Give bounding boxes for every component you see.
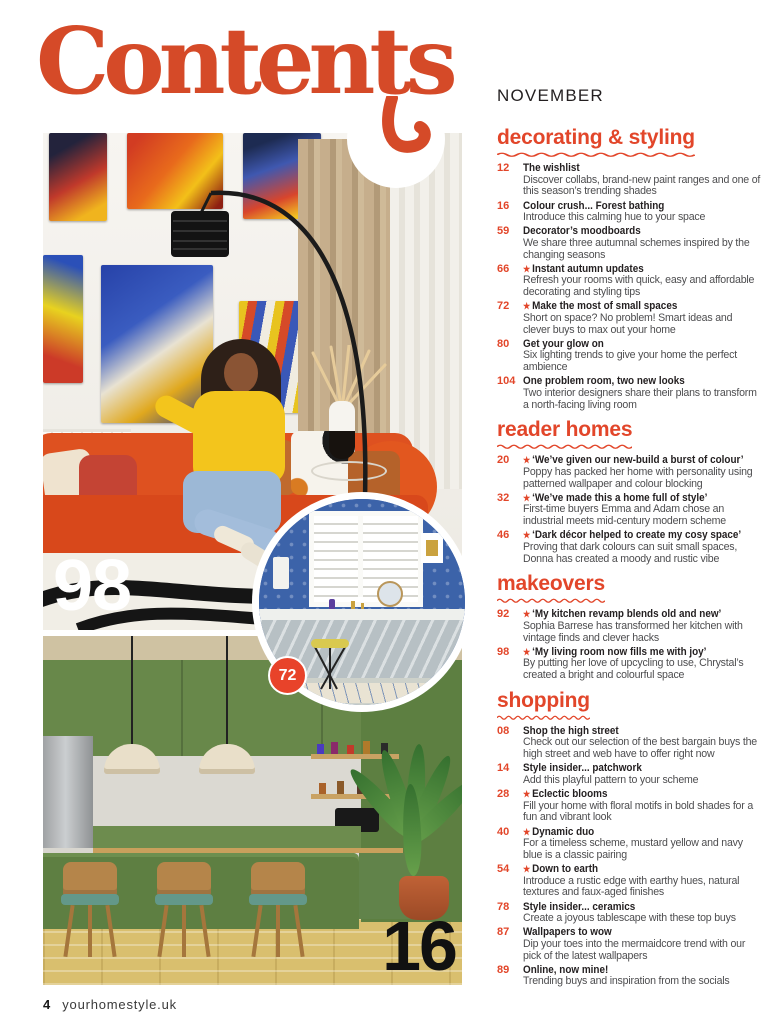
star-icon: ★ (523, 826, 531, 837)
item-title-text: Down to earth (532, 863, 599, 876)
toc-item (497, 788, 761, 824)
star-icon: ★ (523, 864, 531, 875)
item-title (523, 225, 737, 238)
title-swash (380, 96, 436, 168)
item-title (523, 162, 737, 175)
toc-item (497, 492, 761, 528)
item-title (523, 863, 737, 876)
item-page-number: 20 (497, 454, 510, 467)
bath-rim (259, 609, 465, 620)
item-page-number: 72 (497, 300, 510, 313)
toc-item (497, 964, 761, 988)
item-title (523, 200, 737, 213)
vanity-mirror (377, 581, 403, 607)
item-description: By putting her love of upcycling to use, Chrystal’s created a bright and colourful space (523, 657, 744, 682)
toc-item (497, 454, 761, 490)
item-title (523, 529, 742, 542)
item-page-number: 28 (497, 788, 510, 801)
item-body (523, 608, 761, 644)
item-body (523, 863, 761, 899)
item-page-number: 54 (497, 863, 510, 876)
item-page-number: 92 (497, 608, 510, 621)
item-title-text: Eclectic blooms (532, 788, 608, 801)
wavy-underline (497, 714, 590, 720)
stool-leg (88, 905, 92, 957)
bar-stool (61, 862, 119, 972)
section-title: reader homes (497, 418, 633, 442)
item-body (523, 492, 761, 528)
item-body (523, 300, 761, 336)
item-page-number: 98 (497, 645, 510, 658)
toc-item (497, 608, 761, 644)
item-title (523, 762, 737, 775)
item-page-number: 87 (497, 926, 510, 939)
wavy-underline (497, 597, 605, 603)
item-description: Sophia Barrese has transformed her kitchen with vintage finds and clever hacks (523, 619, 743, 644)
item-body (523, 200, 761, 224)
stool-back (251, 862, 305, 896)
item-title (523, 646, 737, 659)
issue-label: NOVEMBER (497, 86, 604, 105)
section-items (497, 725, 761, 988)
item-body (523, 162, 761, 198)
page-badge-72-label: 72 (278, 666, 297, 684)
wall-art-print (426, 540, 438, 556)
toc-item (497, 200, 761, 224)
item-title-text: Style insider... patchwork (523, 762, 642, 775)
item-description: Create a joyous tablescape with these top buys (523, 912, 736, 925)
item-body (523, 826, 761, 862)
stool-leg (63, 905, 74, 957)
item-description: Six lighting trends to give your home the perfect ambience (523, 349, 737, 374)
potted-plant (363, 744, 462, 928)
item-description: Introduce this calming hue to your space (523, 211, 706, 224)
toc-item (497, 901, 761, 925)
item-page-number: 89 (497, 963, 510, 976)
backsplash (93, 826, 361, 850)
towel (273, 557, 289, 589)
stool-leg (199, 905, 210, 957)
fridge (43, 736, 93, 848)
section-header (497, 126, 695, 157)
item-title (523, 826, 737, 839)
toc-sections (497, 126, 761, 990)
star-icon: ★ (523, 646, 531, 657)
item-title-text: ‘We’ve given our new-build a burst of colour’ (532, 454, 744, 467)
item-page-number: 14 (497, 762, 510, 775)
toc-item (497, 225, 761, 261)
item-title-text: Online, now mine! (523, 963, 609, 976)
item-page-number: 59 (497, 225, 510, 238)
item-page-number: 104 (497, 375, 516, 388)
section-header (497, 572, 605, 603)
page-badge-72 (268, 656, 307, 695)
item-body (523, 375, 761, 411)
star-icon: ★ (523, 609, 531, 620)
item-title (523, 454, 744, 467)
jar (319, 783, 326, 794)
section-items (497, 162, 761, 411)
item-title-text: Shop the high street (523, 724, 619, 737)
star-icon: ★ (523, 789, 531, 800)
item-title-text: Wallpapers to wow (523, 926, 612, 939)
toc-item (497, 338, 761, 374)
stool-leg (157, 905, 168, 957)
pendant-cord (131, 636, 133, 746)
toc-item (497, 646, 761, 682)
stool-seat (61, 894, 119, 905)
section-items (497, 608, 761, 682)
item-title (523, 338, 737, 351)
stool-seat (155, 894, 213, 905)
item-title-text: Instant autumn updates (532, 262, 644, 275)
toc-item (497, 926, 761, 962)
item-body (523, 225, 761, 261)
item-body (523, 725, 761, 761)
item-title-text: Colour crush... Forest bathing (523, 199, 665, 212)
toc-item (497, 826, 761, 862)
toc-item (497, 375, 761, 411)
item-title (523, 492, 737, 505)
item-description: Trending buys and inspiration from the socials (523, 975, 730, 988)
item-title-text: Decorator’s moodboards (523, 225, 641, 238)
star-icon: ★ (523, 530, 531, 541)
item-title-text: One problem room, two new looks (523, 375, 685, 388)
item-title (523, 788, 737, 801)
item-page-number: 16 (497, 199, 510, 212)
section-items (497, 454, 761, 565)
item-body (523, 263, 761, 299)
item-title-text: Make the most of small spaces (532, 300, 678, 313)
item-title-text: Dynamic duo (532, 825, 595, 838)
toc-item (497, 863, 761, 899)
item-title (523, 725, 737, 738)
footer (43, 997, 177, 1012)
item-description: Poppy has packed her home with personality using patterned wallpaper and colour blocking (523, 465, 753, 490)
item-body (523, 926, 761, 962)
bar-stool (155, 862, 213, 972)
footer-page-number: 4 (43, 997, 51, 1012)
item-description: For a timeless scheme, mustard yellow and navy blue is a classic pairing (523, 837, 743, 861)
bar-stool (249, 862, 307, 972)
item-page-number: 66 (497, 262, 510, 275)
section-header (497, 689, 590, 720)
jar (331, 742, 338, 754)
stool-leg (293, 905, 304, 957)
section-title: makeovers (497, 572, 605, 596)
item-title (523, 263, 737, 276)
stool-back (157, 862, 211, 896)
section-title: shopping (497, 688, 590, 712)
item-title-text: ‘My kitchen revamp blends old and new’ (532, 608, 722, 621)
star-icon: ★ (523, 263, 531, 274)
toc-item (497, 725, 761, 761)
item-page-number: 80 (497, 337, 510, 350)
stool-leg (276, 905, 280, 957)
item-description: Dip your toes into the mermaidcore trend with our pick of the latest wallpapers (523, 937, 746, 962)
page-badge-16: 16 (382, 907, 456, 985)
item-title (523, 608, 737, 621)
item-page-number: 08 (497, 724, 510, 737)
shutter-window (309, 511, 423, 607)
item-title-text: The wishlist (523, 162, 580, 174)
item-title (523, 300, 737, 313)
page-title: Contents (36, 7, 452, 115)
item-body (523, 964, 761, 988)
toc-section (497, 418, 761, 565)
toc-section (497, 689, 761, 988)
stool-leg (182, 905, 186, 957)
stool-legs (307, 645, 355, 691)
item-title-text: ‘My living room now fills me with joy’ (532, 645, 707, 658)
section-header (497, 418, 632, 449)
item-title-text: ‘We’ve made this a home full of style’ (532, 491, 708, 504)
star-icon: ★ (523, 455, 531, 466)
item-description: Fill your home with floral motifs in bold shades for a fun and vibrant look (523, 799, 754, 824)
item-description: We share three autumnal schemes inspired by the changing seasons (523, 236, 750, 261)
item-title (523, 901, 737, 914)
item-body (523, 454, 761, 490)
item-page-number: 46 (497, 529, 510, 542)
page-badge-98: 98 (53, 546, 132, 626)
item-description: First-time buyers Emma and Adam chose an industrial meets mid-century modern scheme (523, 503, 726, 528)
stool-back (63, 862, 117, 896)
item-page-number: 78 (497, 900, 510, 913)
toc-section (497, 126, 761, 411)
shutter-divider (358, 511, 363, 597)
item-title-text: ‘Dark décor helped to create my cosy space’ (532, 529, 742, 542)
toc-section (497, 572, 761, 682)
item-body (523, 788, 761, 824)
stool-leg (105, 905, 116, 957)
star-icon: ★ (523, 492, 531, 503)
item-description: Proving that dark colours can suit small spaces, Donna has created a moody and rustic vibe (523, 540, 738, 565)
item-body (523, 338, 761, 374)
toc-item (497, 300, 761, 336)
stool-seat (249, 894, 307, 905)
item-body (523, 901, 761, 925)
yellow-stool (311, 639, 349, 648)
item-description: Discover collabs, brand-new paint ranges and one of this season’s trending shades (523, 173, 761, 198)
wavy-underline (497, 151, 695, 157)
jar (317, 744, 324, 754)
item-description: Short on space? No problem! Smart ideas and clever buys to max out your home (523, 311, 733, 336)
toc-item (497, 762, 761, 786)
item-body (523, 529, 761, 565)
toc-item (497, 263, 761, 299)
toc-item (497, 529, 761, 565)
pendant-cord (226, 636, 228, 746)
star-icon: ★ (523, 301, 531, 312)
jar (337, 781, 344, 794)
item-page-number: 40 (497, 825, 510, 838)
item-description: Refresh your rooms with quick, easy and affordable decorating and styling tips (523, 274, 755, 299)
item-description: Two interior designers share their plans to transform a north-facing living room (523, 386, 757, 411)
stool-leg (251, 905, 262, 957)
wavy-underline (497, 443, 632, 449)
item-title (523, 964, 737, 977)
item-title-text: Get your glow on (523, 337, 604, 350)
item-title (523, 375, 737, 388)
item-title-text: Style insider... ceramics (523, 900, 636, 913)
item-body (523, 762, 761, 786)
item-title (523, 926, 737, 939)
item-description: Add this playful pattern to your scheme (523, 773, 699, 786)
item-page-number: 12 (497, 162, 510, 174)
jar (347, 745, 354, 754)
section-title: decorating & styling (497, 126, 695, 149)
item-page-number: 32 (497, 491, 510, 504)
item-description: Introduce a rustic edge with earthy hues, natural textures and faux-aged finishes (523, 874, 740, 899)
toc-item (497, 162, 761, 198)
footer-site-url: yourhomestyle.uk (62, 997, 177, 1012)
item-description: Check out our selection of the best bargain buys the high street and web have to offer right now (523, 736, 757, 761)
item-body (523, 646, 761, 682)
